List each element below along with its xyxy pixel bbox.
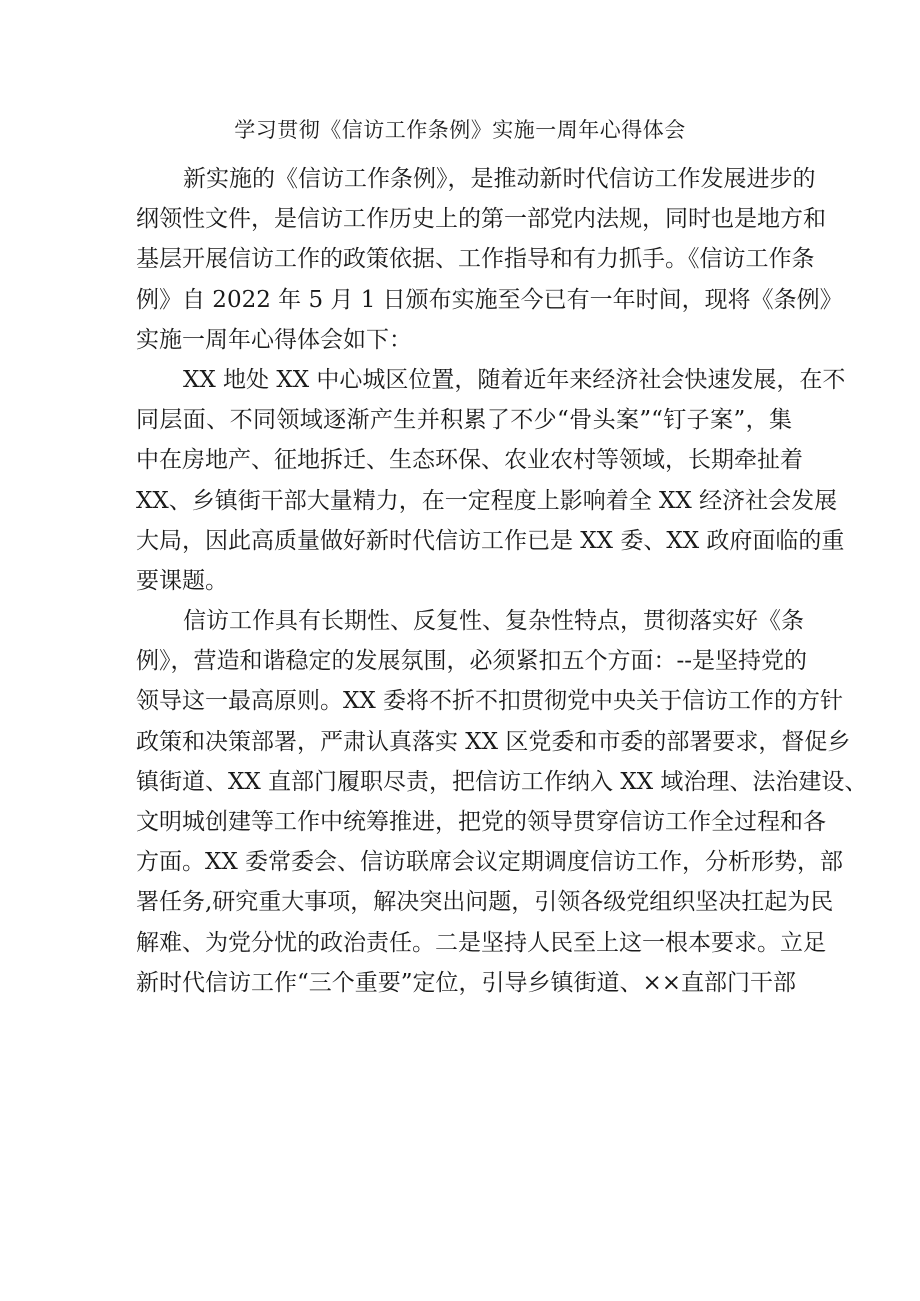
text-line: 新时代信访工作“三个重要”定位，引导乡镇街道、××直部门干部: [136, 969, 797, 996]
text-line: 政策和决策部署，严肃认真落实 XX 区党委和市委的部署要求，督促乡: [136, 728, 851, 755]
text-line: 实施一周年心得体会如下：: [136, 326, 412, 353]
text-line: 解难、为党分忧的政治责任。二是坚持人民至上这一根本要求。立足: [136, 929, 826, 956]
document-title: 学习贯彻《信访工作条例》实施一周年心得体会: [234, 118, 686, 142]
document-body: [136, 159, 868, 1003]
text-line: 纲领性文件，是信访工作历史上的第一部党内法规，同时也是地方和: [136, 206, 826, 233]
text-line: 信访工作具有长期性、反复性、复杂性特点，贯彻落实好《条: [183, 608, 804, 635]
text-line: 镇街道、XX 直部门履职尽责，把信访工作纳入 XX 域治理、法治建设、: [136, 768, 868, 795]
text-line: 文明城创建等工作中统筹推进，把党的领导贯穿信访工作全过程和各: [136, 809, 826, 835]
text-line: 基层开展信访工作的政策依据、工作指导和有力抓手。《信访工作条: [136, 246, 815, 273]
text-line: XX、乡镇街干部大量精力，在一定程度上影响着全 XX 经济社会发展: [136, 487, 838, 514]
text-line: 例》自 2022 年 5 月 1 日颁布实施至今已有一年时间，现将《条例》: [136, 286, 843, 313]
text-line: 新实施的《信访工作条例》，是推动新时代信访工作发展进步的: [183, 166, 816, 192]
text-line: 领导这一最高原则。XX 委将不折不扣贯彻党中央关于信访工作的方针: [136, 688, 844, 715]
text-line: 方面。XX 委常委会、信访联席会议定期调度信访工作，分析形势，部: [136, 849, 844, 876]
text-line: 例》，营造和谐稳定的发展氛围，必须紧扣五个方面：--是坚持党的: [136, 648, 808, 675]
paragraph-3: [136, 601, 868, 1003]
text-line: 中在房地产、征地拆迁、生态环保、农业农村等领域，长期牵扯着: [136, 447, 803, 474]
paragraph-1: [136, 159, 843, 360]
text-line: 同层面、不同领域逐渐产生并积累了不少“骨头案”“钉子案”，集: [136, 407, 792, 434]
text-line: 要课题。: [136, 567, 228, 594]
text-line: 大局，因此高质量做好新时代信访工作已是 XX 委、XX 政府面临的重: [136, 527, 845, 554]
text-line: 署任务,研究重大事项，解决突出问题，引领各级党组织坚决扛起为民: [136, 889, 834, 916]
text-line: XX 地处 XX 中心城区位置，随着近年来经济社会快速发展，在不: [183, 366, 846, 393]
paragraph-2: [136, 360, 846, 601]
